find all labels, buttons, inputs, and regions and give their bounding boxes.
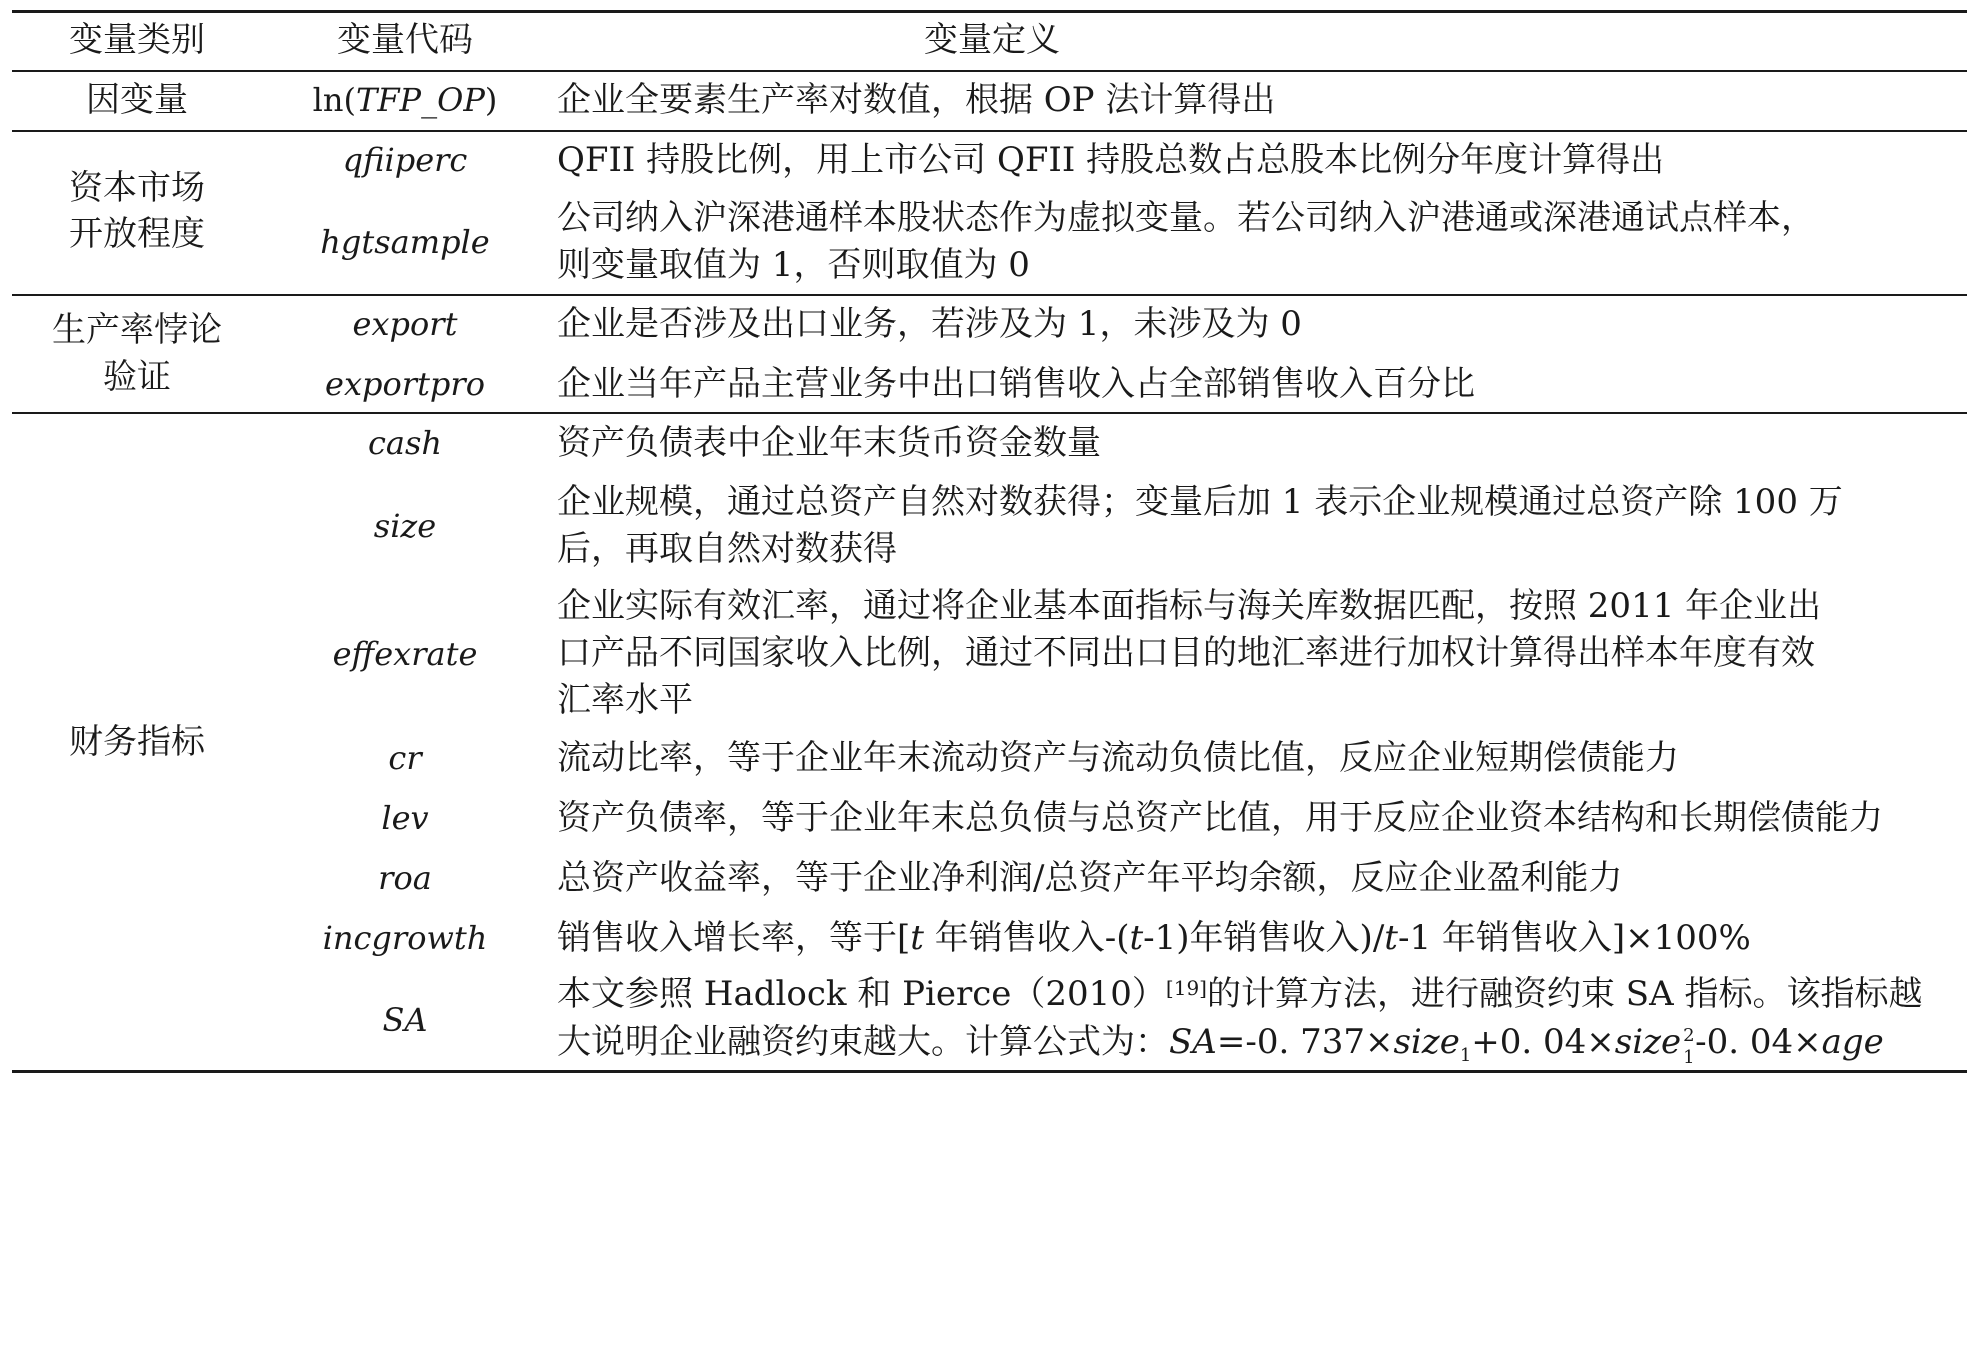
group-rule-3 [12,412,1967,414]
code-roa: roa [378,859,432,897]
category-productivity-paradox-line2: 验证 [103,357,171,397]
definition-sa-line2: 大说明企业融资约束越大。计算公式为：SA=-0. 737×size$_1$+0. 04×size 2 1 -0. 04×age [557,1022,1884,1068]
header-category: 变量类别 [69,20,205,60]
definition-effexrate-line3: 汇率水平 [557,680,693,720]
definition-effexrate-line1: 企业实际有效汇率，通过将企业基本面指标与海关库数据匹配，按照 2011 年企业出 [557,586,1822,626]
category-capital-market-line1: 资本市场 [69,168,205,208]
definition-sa-line1: 本文参照 Hadlock 和 Pierce（2010）[19]的计算方法，进行融资约束 SA 指标。该指标越 [557,974,1923,1014]
code-qfiiperc: qfiiperc [342,141,468,179]
definition-cash: 资产负债表中企业年末货币资金数量 [557,423,1101,463]
group-rule-1 [12,130,1967,132]
code-size: size [373,507,437,545]
definition-incgrowth: 销售收入增长率，等于[t 年销售收入-(t-1)年销售收入)/t-1 年销售收入]×100% [557,918,1751,958]
definition-cr: 流动比率，等于企业年末流动资产与流动负债比值，反应企业短期偿债能力 [557,738,1679,778]
header-rule [12,70,1967,72]
code-ln-tfp-op: ln(TFP_OP) [312,81,498,119]
category-financial: 财务指标 [69,722,205,762]
code-effexrate: effexrate [332,635,478,673]
code-cr: cr [388,739,422,777]
header-code: 变量代码 [337,20,473,60]
group-rule-2 [12,294,1967,296]
table-bottom-rule [12,1070,1967,1073]
superscript-subscript: 2 1 [1683,1025,1695,1068]
definition-roa: 总资产收益率，等于企业净利润/总资产年平均余额，反应企业盈利能力 [557,858,1623,898]
definition-qfiiperc: QFII 持股比例，用上市公司 QFII 持股总数占总股本比例分年度计算得出 [557,140,1665,180]
code-hgtsample: hgtsample [320,223,490,261]
definition-export: 企业是否涉及出口业务，若涉及为 1，未涉及为 0 [557,304,1302,344]
definition-size-line1: 企业规模，通过总资产自然对数获得；变量后加 1 表示企业规模通过总资产除 100 万 [557,482,1843,522]
code-export: export [352,305,458,343]
definition-ln-tfp-op: 企业全要素生产率对数值，根据 OP 法计算得出 [557,80,1276,120]
definition-exportpro: 企业当年产品主营业务中出口销售收入占全部销售收入百分比 [557,364,1475,404]
category-capital-market-line2: 开放程度 [69,214,205,254]
definition-effexrate-line2: 口产品不同国家收入比例，通过不同出口目的地汇率进行加权计算得出样本年度有效 [557,633,1815,673]
citation-ref: [19] [1165,976,1207,1000]
category-productivity-paradox-line1: 生产率悖论 [52,310,222,350]
header-definition: 变量定义 [924,20,1060,60]
code-exportpro: exportpro [325,365,485,403]
code-sa: SA [382,1001,428,1039]
code-lev: lev [381,799,429,837]
definition-lev: 资产负债率，等于企业年末总负债与总资产比值，用于反应企业资本结构和长期偿债能力 [557,798,1883,838]
definition-size-line2: 后，再取自然对数获得 [557,529,897,569]
table-top-rule [12,10,1967,13]
definition-hgtsample-line2: 则变量取值为 1，否则取值为 0 [557,245,1030,285]
category-dependent: 因变量 [86,80,188,120]
code-cash: cash [367,424,443,462]
code-incgrowth: incgrowth [322,919,488,957]
definition-hgtsample-line1: 公司纳入沪深港通样本股状态作为虚拟变量。若公司纳入沪港通或深港通试点样本， [557,198,1815,238]
